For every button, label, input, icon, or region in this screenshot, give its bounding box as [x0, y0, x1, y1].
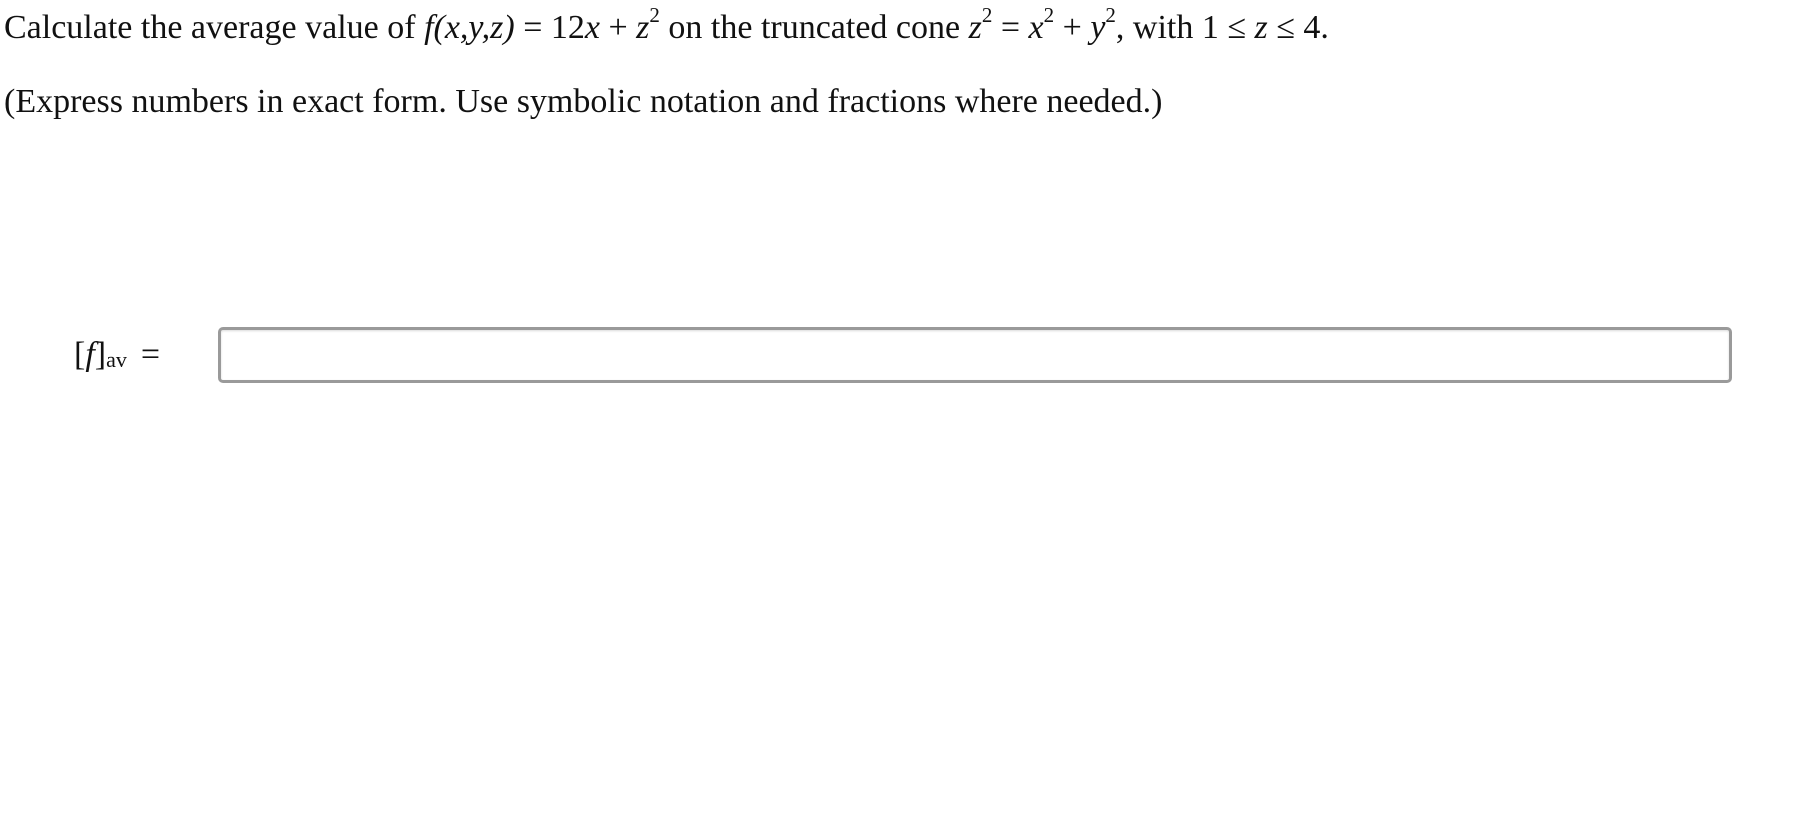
plus-cone: +	[1054, 9, 1091, 46]
function-name: f	[424, 9, 434, 46]
var-z: z	[636, 9, 650, 46]
exponent-cone-x: 2	[1043, 2, 1055, 27]
exponent-cone-y: 2	[1105, 2, 1116, 27]
answer-label: [ f ] $_{av}$ =	[74, 336, 161, 373]
exponent: 2	[649, 2, 660, 27]
equals-12: = 12	[514, 9, 585, 46]
var-z-cone: z	[968, 9, 982, 46]
var-z-bound: z	[1254, 9, 1268, 46]
instruction-text: (Express numbers in exact form. Use symbolic notation and fractions where needed.)	[4, 83, 1163, 120]
cone-text: on the truncated cone	[659, 9, 969, 46]
open-bracket: [	[74, 336, 86, 373]
question-text	[4, 2, 1804, 50]
var-x-cone: x	[1028, 9, 1044, 46]
equals-cone: =	[992, 9, 1029, 46]
exponent-cone-z: 2	[981, 2, 993, 27]
question-prefix: Calculate the average value of	[4, 9, 425, 46]
answer-row	[74, 324, 1732, 386]
answer-function: f	[85, 336, 95, 373]
function-args: (x,y,z)	[433, 9, 515, 46]
answer-input[interactable]	[218, 327, 1732, 383]
close-bracket: ]	[94, 336, 107, 373]
answer-equals: =	[140, 336, 161, 373]
bounds-upper: ≤ 4.	[1267, 9, 1329, 46]
var-y-cone: y	[1090, 9, 1106, 46]
var-x: x	[584, 9, 600, 46]
plus: +	[599, 9, 637, 46]
bounds-text: , with 1 ≤	[1115, 9, 1255, 46]
